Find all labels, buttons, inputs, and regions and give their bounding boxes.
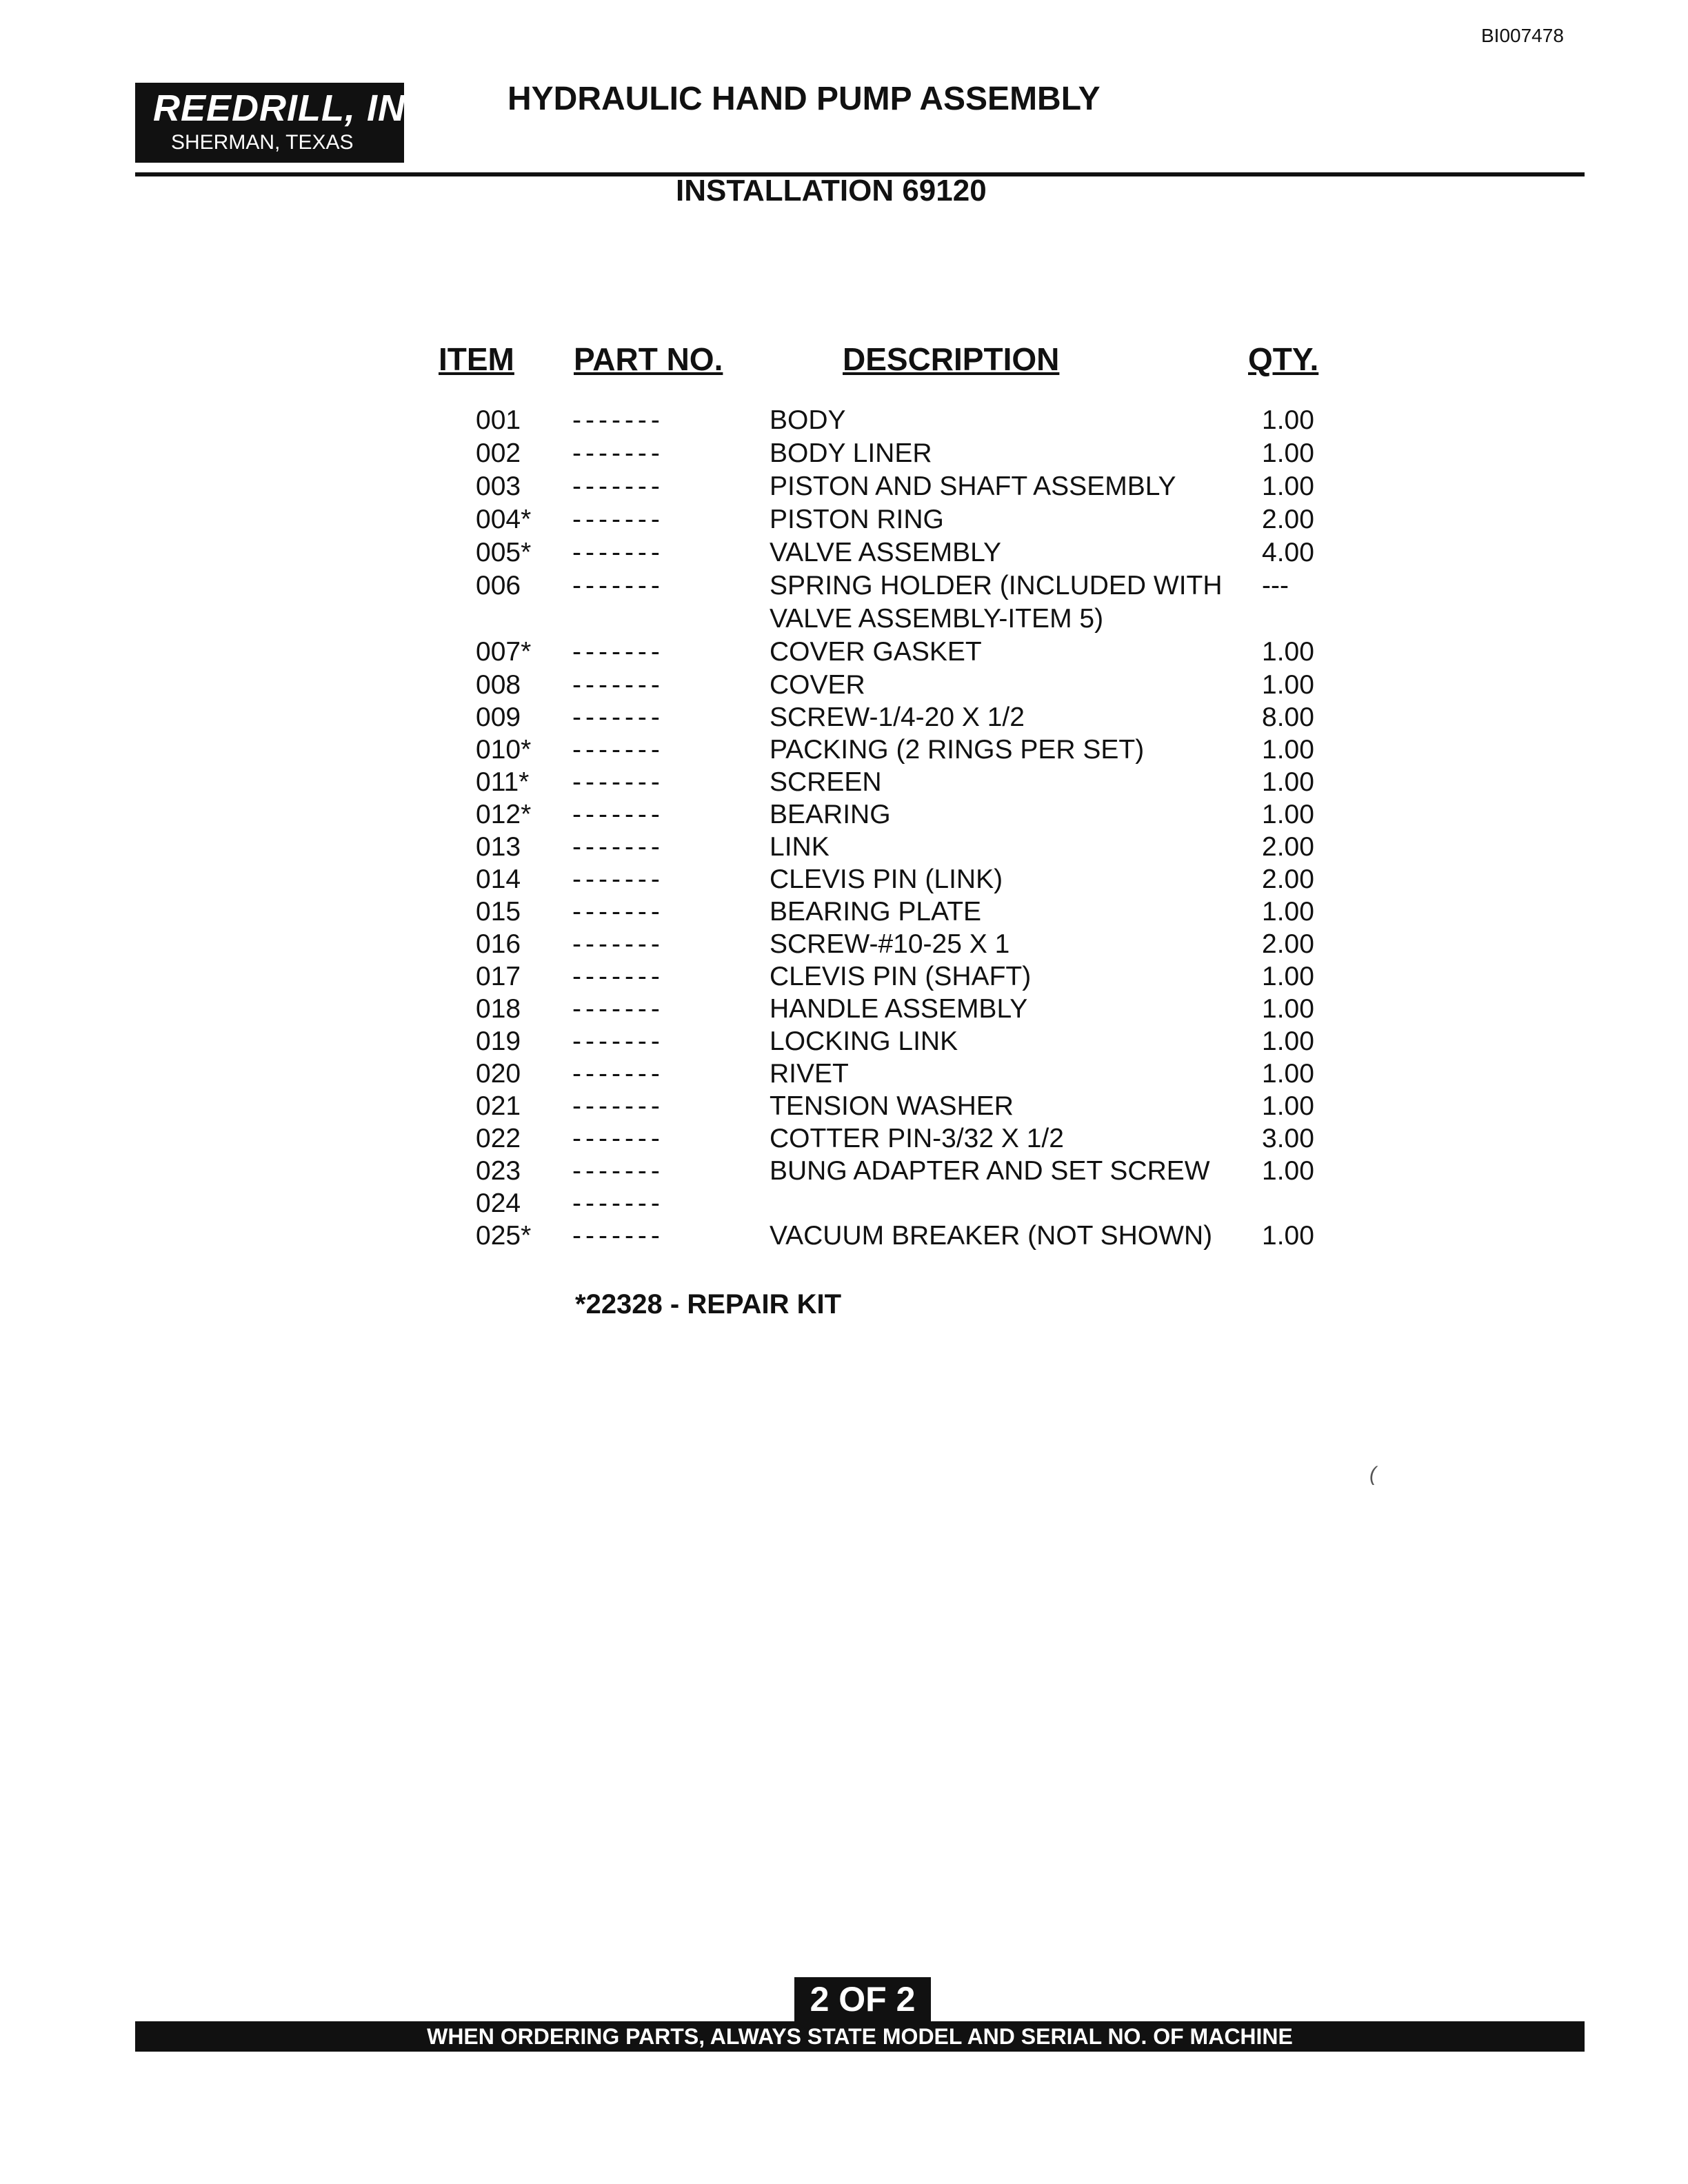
part-no-cell: ------- [572, 1221, 664, 1251]
part-no-cell: ------- [572, 670, 664, 700]
part-no-cell: ------- [572, 962, 664, 991]
qty-cell: 1.00 [1262, 1091, 1314, 1121]
footer-banner: WHEN ORDERING PARTS, ALWAYS STATE MODEL AND SERIAL NO. OF MACHINE [135, 2021, 1585, 2052]
qty-cell: 2.00 [1262, 929, 1314, 959]
part-no-cell: ------- [572, 405, 664, 435]
item-cell: 012* [476, 800, 532, 829]
column-header-part-no: PART NO. [574, 341, 723, 377]
table-row [0, 767, 1688, 800]
item-cell: 023 [476, 1156, 521, 1186]
description-cell: BEARING PLATE [770, 897, 982, 927]
table-row [0, 670, 1688, 703]
item-cell: 008 [476, 670, 521, 700]
description-cell: BUNG ADAPTER AND SET SCREW [770, 1156, 1210, 1186]
company-logo [135, 83, 445, 163]
part-no-cell: ------- [572, 1189, 664, 1218]
item-cell: 016 [476, 929, 521, 959]
table-row [0, 571, 1688, 604]
qty-cell: 1.00 [1262, 438, 1314, 468]
item-cell: 019 [476, 1027, 521, 1056]
table-row [0, 1221, 1688, 1254]
description-cell: CLEVIS PIN (LINK) [770, 865, 1003, 894]
item-cell: 004* [476, 505, 532, 534]
part-no-cell: ------- [572, 800, 664, 829]
part-no-cell: ------- [572, 637, 664, 667]
table-row [0, 1059, 1688, 1092]
qty-cell: 8.00 [1262, 702, 1314, 732]
description-cell: CLEVIS PIN (SHAFT) [770, 962, 1032, 991]
stray-mark: ( [1369, 1463, 1376, 1486]
repair-kit-note: *22328 - REPAIR KIT [575, 1289, 842, 1320]
part-no-cell: ------- [572, 1059, 664, 1089]
item-cell: 024 [476, 1189, 521, 1218]
description-cell: BODY [770, 405, 846, 435]
qty-cell: 1.00 [1262, 1221, 1314, 1251]
table-row [0, 1027, 1688, 1060]
logo-location: SHERMAN, TEXAS [171, 131, 354, 154]
part-no-cell: ------- [572, 472, 664, 501]
item-cell: 007* [476, 637, 532, 667]
qty-cell: 1.00 [1262, 800, 1314, 829]
part-no-cell: ------- [572, 832, 664, 862]
description-cell: HANDLE ASSEMBLY [770, 994, 1028, 1024]
description-cell: SPRING HOLDER (INCLUDED WITH [770, 571, 1223, 600]
qty-cell: --- [1262, 571, 1289, 600]
table-row [0, 735, 1688, 768]
table-row [0, 702, 1688, 736]
qty-cell: 1.00 [1262, 897, 1314, 927]
table-row [0, 438, 1688, 472]
column-header-description: DESCRIPTION [843, 341, 1060, 377]
qty-cell: 1.00 [1262, 962, 1314, 991]
part-no-cell: ------- [572, 438, 664, 468]
logo-company-name: REEDRILL, INC. [153, 88, 445, 129]
item-cell: 010* [476, 735, 532, 765]
table-row [0, 472, 1688, 505]
table-row [0, 897, 1688, 930]
part-no-cell: ------- [572, 702, 664, 732]
description-cell: SCREEN [770, 767, 882, 797]
description-cell: VALVE ASSEMBLY [770, 538, 1001, 567]
description-cell: PACKING (2 RINGS PER SET) [770, 735, 1145, 765]
item-cell: 014 [476, 865, 521, 894]
table-row [0, 865, 1688, 898]
table-row [0, 800, 1688, 833]
item-cell: 018 [476, 994, 521, 1024]
table-row [0, 1189, 1688, 1222]
item-cell: 022 [476, 1124, 521, 1153]
table-row [0, 1124, 1688, 1157]
description-cell: COTTER PIN-3/32 X 1/2 [770, 1124, 1064, 1153]
item-cell: 020 [476, 1059, 521, 1089]
description-cell: VACUUM BREAKER (NOT SHOWN) [770, 1221, 1213, 1251]
description-cell: RIVET [770, 1059, 849, 1089]
qty-cell: 2.00 [1262, 832, 1314, 862]
description-cell: BEARING [770, 800, 891, 829]
item-cell: 006 [476, 571, 521, 600]
qty-cell: 1.00 [1262, 767, 1314, 797]
table-row [0, 994, 1688, 1027]
item-cell: 003 [476, 472, 521, 501]
page-subtitle: INSTALLATION 69120 [676, 174, 987, 208]
qty-cell: 1.00 [1262, 637, 1314, 667]
table-row [0, 1091, 1688, 1124]
qty-cell: 1.00 [1262, 994, 1314, 1024]
description-cell: LOCKING LINK [770, 1027, 958, 1056]
qty-cell: 2.00 [1262, 505, 1314, 534]
qty-cell: 1.00 [1262, 405, 1314, 435]
qty-cell: 1.00 [1262, 670, 1314, 700]
table-row [0, 1156, 1688, 1189]
part-no-cell: ------- [572, 865, 664, 894]
item-cell: 025* [476, 1221, 532, 1251]
item-cell: 001 [476, 405, 521, 435]
qty-cell: 1.00 [1262, 472, 1314, 501]
table-row [0, 604, 1688, 637]
part-no-cell: ------- [572, 994, 664, 1024]
qty-cell: 1.00 [1262, 1059, 1314, 1089]
item-cell: 002 [476, 438, 521, 468]
part-no-cell: ------- [572, 1124, 664, 1153]
description-cell: BODY LINER [770, 438, 932, 468]
table-row [0, 405, 1688, 438]
item-cell: 015 [476, 897, 521, 927]
table-row [0, 538, 1688, 571]
part-no-cell: ------- [572, 1156, 664, 1186]
description-cell: SCREW-#10-25 X 1 [770, 929, 1010, 959]
qty-cell: 4.00 [1262, 538, 1314, 567]
item-cell: 017 [476, 962, 521, 991]
qty-cell: 1.00 [1262, 1027, 1314, 1056]
qty-cell: 2.00 [1262, 865, 1314, 894]
item-cell: 013 [476, 832, 521, 862]
table-row [0, 505, 1688, 538]
item-cell: 011* [476, 767, 530, 797]
qty-cell: 1.00 [1262, 735, 1314, 765]
part-no-cell: ------- [572, 735, 664, 765]
description-cell: SCREW-1/4-20 X 1/2 [770, 702, 1025, 732]
item-cell: 009 [476, 702, 521, 732]
page-indicator: 2 OF 2 [794, 1977, 931, 2021]
description-cell: PISTON AND SHAFT ASSEMBLY [770, 472, 1176, 501]
part-no-cell: ------- [572, 505, 664, 534]
column-header-item: ITEM [439, 341, 514, 377]
item-cell: 021 [476, 1091, 521, 1121]
description-cell: COVER [770, 670, 865, 700]
description-cell: LINK [770, 832, 830, 862]
qty-cell: 1.00 [1262, 1156, 1314, 1186]
table-row [0, 962, 1688, 995]
part-no-cell: ------- [572, 571, 664, 600]
part-no-cell: ------- [572, 897, 664, 927]
page-title: HYDRAULIC HAND PUMP ASSEMBLY [508, 81, 1101, 117]
description-cell: TENSION WASHER [770, 1091, 1014, 1121]
description-cell: VALVE ASSEMBLY-ITEM 5) [770, 604, 1104, 634]
table-row [0, 637, 1688, 670]
part-no-cell: ------- [572, 538, 664, 567]
part-no-cell: ------- [572, 767, 664, 797]
part-no-cell: ------- [572, 929, 664, 959]
column-header-qty: QTY. [1248, 341, 1319, 377]
description-cell: PISTON RING [770, 505, 944, 534]
qty-cell: 3.00 [1262, 1124, 1314, 1153]
part-no-cell: ------- [572, 1091, 664, 1121]
table-row [0, 832, 1688, 865]
table-row [0, 929, 1688, 962]
document-id: BI007478 [1481, 25, 1564, 46]
item-cell: 005* [476, 538, 532, 567]
description-cell: COVER GASKET [770, 637, 982, 667]
part-no-cell: ------- [572, 1027, 664, 1056]
